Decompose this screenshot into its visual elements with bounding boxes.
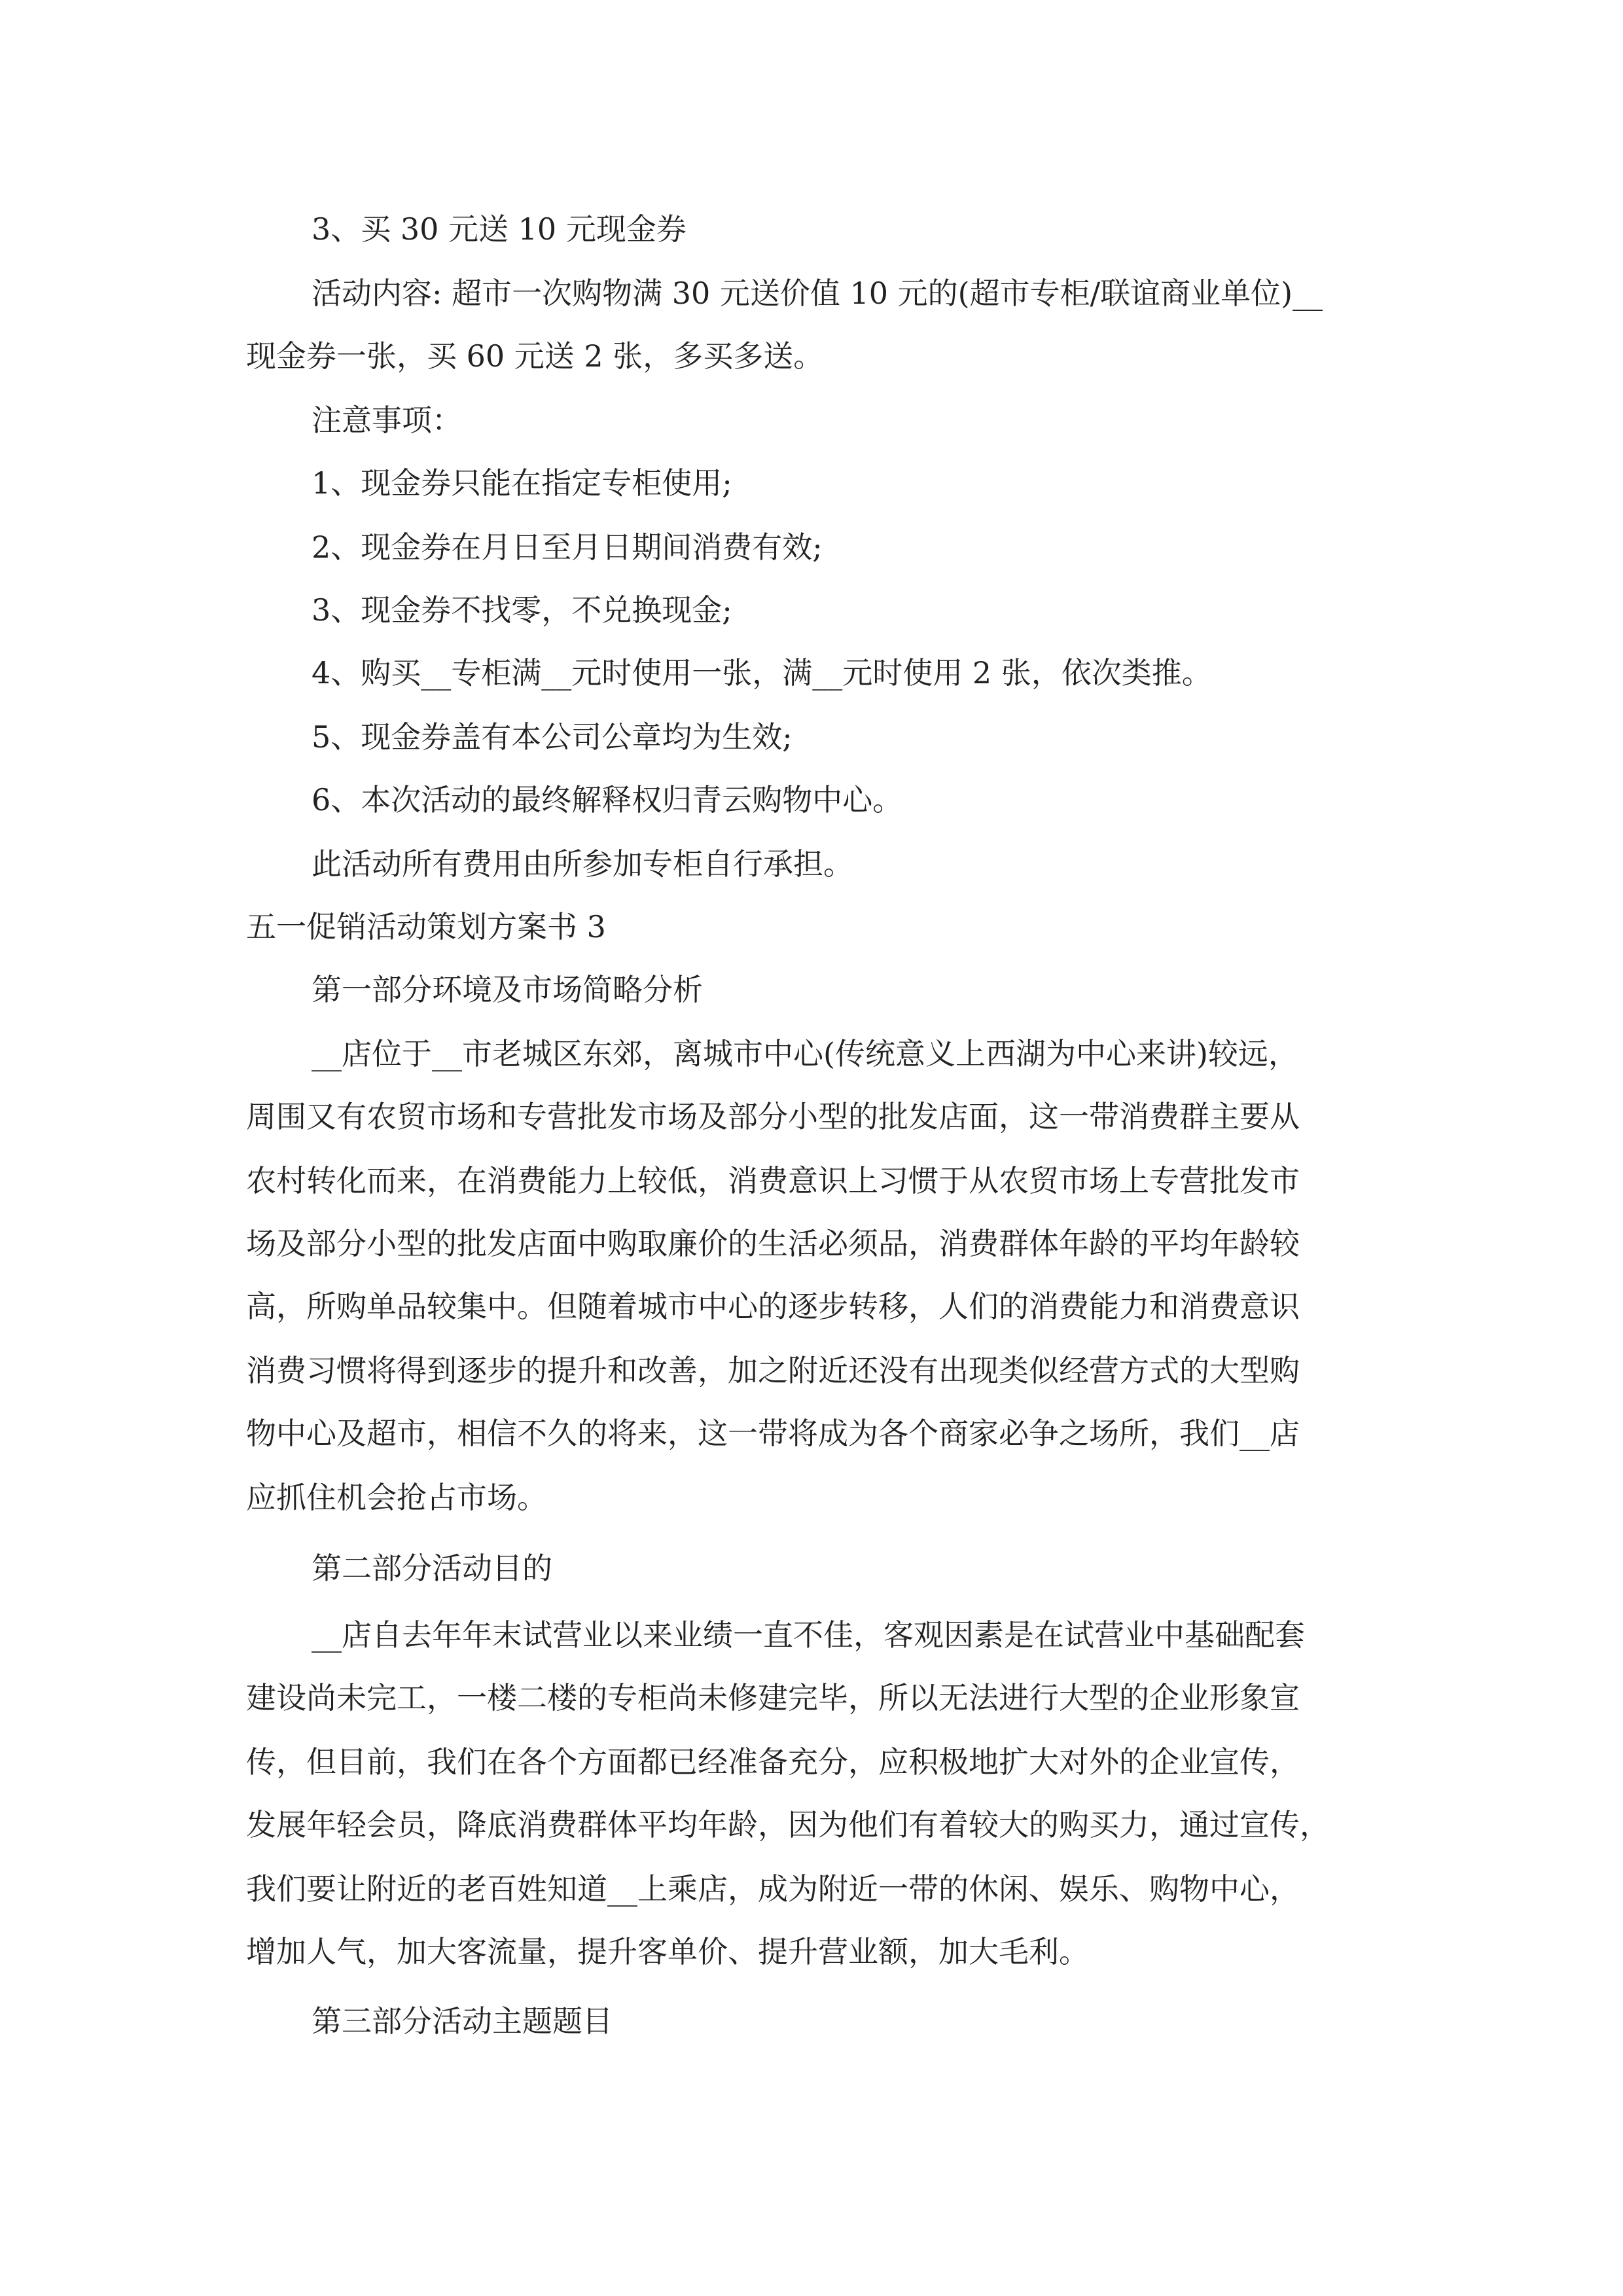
text-line: 3、现金券不找零，不兑换现金; xyxy=(312,592,732,628)
text-line: 建设尚未完工，一楼二楼的专柜尚未修建完毕，所以无法进行大型的企业形象宣 xyxy=(246,1680,1300,1715)
text-line: 高，所购单品较集中。但随着城市中心的逐步转移，人们的消费能力和消费意识 xyxy=(246,1289,1300,1324)
text-line: 发展年轻会员，降底消费群体平均年龄，因为他们有着较大的购买力，通过宣传， xyxy=(246,1807,1330,1842)
text-line: __店自去年年末试营业以来业绩一直不佳，客观因素是在试营业中基础配套 xyxy=(312,1617,1305,1653)
text-line: 3、买 30 元送 10 元现金券 xyxy=(312,211,687,247)
text-line: 2、现金券在月日至月日期间消费有效; xyxy=(312,529,823,565)
section-title: 五一促销活动策划方案书 3 xyxy=(246,909,606,944)
section-heading: 第三部分活动主题题目 xyxy=(312,2003,613,2039)
text-line: 我们要让附近的老百姓知道__上乘店，成为附近一带的休闲、娱乐、购物中心， xyxy=(246,1871,1300,1907)
text-line: 4、购买__专柜满__元时使用一张，满__元时使用 2 张，依次类推。 xyxy=(312,655,1212,691)
text-line: 此活动所有费用由所参加专柜自行承担。 xyxy=(312,846,853,882)
text-line: 6、本次活动的最终解释权归青云购物中心。 xyxy=(312,782,903,817)
section-heading: 第二部分活动目的 xyxy=(312,1551,552,1586)
text-line: 场及部分小型的批发店面中购取廉价的生活必须品，消费群体年龄的平均年龄较 xyxy=(246,1226,1300,1261)
text-line: 物中心及超市，相信不久的将来，这一带将成为各个商家必争之场所，我们__店 xyxy=(246,1416,1300,1451)
text-line: 现金券一张，买 60 元送 2 张，多买多送。 xyxy=(246,338,824,374)
text-line: 注意事项： xyxy=(312,403,462,438)
text-line: 活动内容: 超市一次购物满 30 元送价值 10 元的(超市专柜/联谊商业单位)__ xyxy=(312,276,1323,311)
text-line: 5、现金券盖有本公司公章均为生效; xyxy=(312,719,793,755)
text-line: 应抓住机会抢占市场。 xyxy=(246,1480,547,1515)
text-line: 增加人气，加大客流量，提升客单价、提升营业额，加大毛利。 xyxy=(246,1934,1089,1969)
text-line: 农村转化而来，在消费能力上较低，消费意识上习惯于从农贸市场上专营批发市 xyxy=(246,1163,1300,1198)
text-line: 传，但目前，我们在各个方面都已经准备充分，应积极地扩大对外的企业宣传， xyxy=(246,1744,1300,1780)
text-line: 消费习惯将得到逐步的提升和改善，加之附近还没有出现类似经营方式的大型购 xyxy=(246,1353,1300,1388)
text-line: 周围又有农贸市场和专营批发市场及部分小型的批发店面，这一带消费群主要从 xyxy=(246,1099,1300,1134)
section-heading: 第一部分环境及市场简略分析 xyxy=(312,972,703,1007)
text-line: 1、现金券只能在指定专柜使用; xyxy=(312,465,732,501)
text-line: __店位于__市老城区东郊，离城市中心(传统意义上西湖为中心来讲)较远， xyxy=(312,1036,1298,1071)
